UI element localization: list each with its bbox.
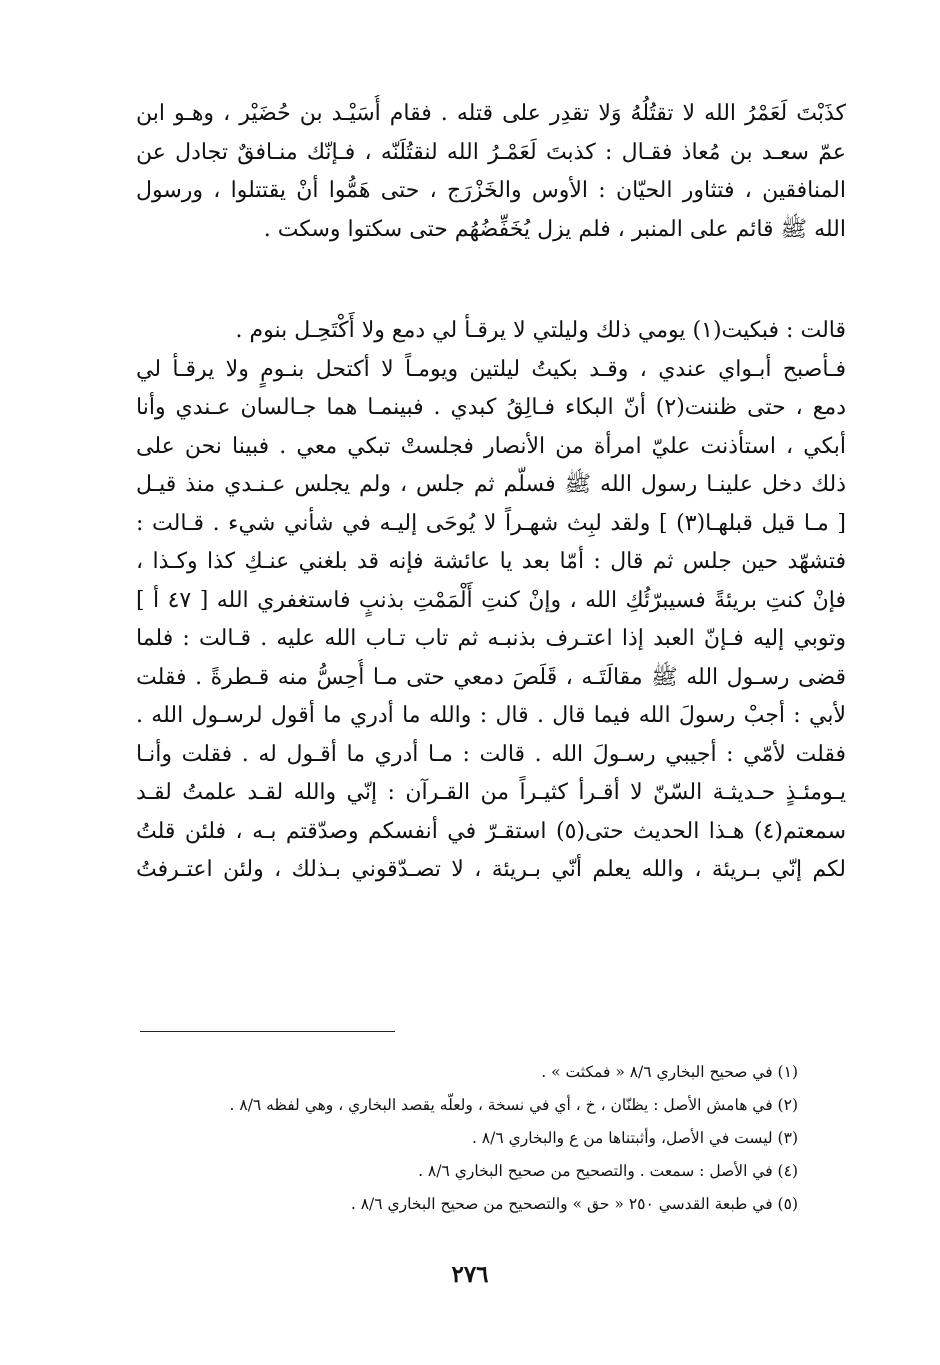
footnote-4: (٤) في الأصل : سمعت . والتصحيح من صحيح البخاري ٨/٦ . [418, 1162, 798, 1180]
paragraph-1 [136, 95, 846, 249]
footnote-5: (٥) في طبعة القدسي ٢٥٠ « حق » والتصحيح من صحيح البخاري ٨/٦ . [350, 1195, 798, 1213]
text-line: سمعتم(٤) هـذا الحديث حتى(٥) استقـرّ في أنفسكم وصدّقتم بـه ، فلئن قلتُ [136, 818, 846, 844]
text-line: فقلت لأمّي : أجيبي رسـولَ الله . قالت : مـا أدري ما أقـول له . فقلت وأنـا [136, 741, 846, 767]
page-number: ٢٧٦ [451, 1261, 489, 1288]
text-line: فـأصبح أبـواي عندي ، وقـد بكيتُ ليلتين ويومـاً لا أكتحل بنـومٍ ولا يرقـأ لي [136, 356, 846, 382]
text-line: وتوبي إليه فـإنّ العبد إذا اعتـرف بذنبـه ثم تاب تـاب الله عليه . قـالت : فلما [136, 626, 846, 651]
footnote-3: (٣) ليست في الأصل، وأثبتناها من ع والبخاري ٨/٦ . [471, 1129, 798, 1147]
text-line: لأبي : أجبْ رسولَ الله فيما قال . قال : والله ما أدري ما أقول لرسـول الله . [136, 703, 846, 728]
paragraph-2 [136, 312, 846, 890]
text-line: أبكي ، استأذنت عليّ امرأة من الأنصار فجلستْ تبكي معي . فبينا نحن على [136, 433, 846, 459]
text-line: فإنْ كنتِ بريئةً فسيبرّئُكِ الله ، وإنْ كنتِ أَلْمَمْتِ بذنبٍ فاستغفري الله [ ٤٧ أ ] [136, 587, 846, 613]
text-line: لكم إنّي بـريئة ، والله يعلم أنّي بـريئة ، لا تصـدّقوني بـذلك ، ولئن اعتـرفتُ [136, 857, 846, 882]
footnote-1: (١) في صحيح البخاري ٨/٦ « فمكثت » . [541, 1063, 798, 1081]
text-line: يـومئـذٍ حـديثـة السّنّ لا أقـرأ كثيـراً من القـرآن : إنّي والله لقـد علمتُ لقـد [136, 780, 846, 805]
text-line: ذلك دخل علينـا رسول الله ﷺ فسلّم ثم جلس ، ولم يجلس عـنـدي منذ قيـل [136, 472, 846, 497]
footnotes [98, 1056, 798, 1221]
text-line: قالت : فبكيت(١) يومي ذلك وليلتي لا يرقـأ لي دمع ولا أَكْتَحِـل بنوم . [235, 318, 846, 343]
text-line: دمع ، حتى ظننت(٢) أنّ البكاء فـالِقُ كبدي . فبينمـا هما جـالسان عـندي وأنا [136, 395, 846, 420]
text-line: عمّ سعـد بن مُعاذ فقـال : كذبتَ لَعَمْـرُ الله لنقتُلَنّه ، فـإنّك منـافقٌ تجادل عن [136, 139, 846, 165]
text-line: فتشهّد حين جلس ثم قال : أمّا بعد يا عائشة فإنه قد بلغني عنـكِ كذا وكـذا ، [136, 549, 846, 574]
text-line: قضى رسـول الله ﷺ مقالَتَـه ، قَلَصَ دمعي حتى مـا أُحِسُّ منه قـطرةً . فقلت [136, 664, 846, 690]
text-line: كذَبْتَ لَعَمْرُ الله لا تقتُلُهُ وَلا تقدِر على قتله . فقام أُسَيْـد بن حُضَيْر ، وهـو ابن [136, 101, 846, 126]
footnote-divider [140, 1031, 395, 1032]
footnote-2: (٢) في هامش الأصل : يظنّان ، خ ، أي في نسخة ، ولعلّه يقصد البخاري ، وهي لفظه ٨/٦ . [229, 1096, 798, 1114]
text-line: المنافقين ، فتثاور الحيّان : الأوس والخَزْرَج ، حتى هَمُّوا أنْ يقتتلوا ، ورسول [136, 178, 846, 203]
text-line: [ مـا قيل قبلهـا(٣) ] ولقد لبِث شهـراً لا يُوحَى إليـه في شأني شيء . قـالت : [136, 510, 846, 536]
text-line: الله ﷺ قائم على المنبر ، فلم يزل يُخَفِّضُهُم حتى سكتوا وسكت . [263, 216, 846, 242]
